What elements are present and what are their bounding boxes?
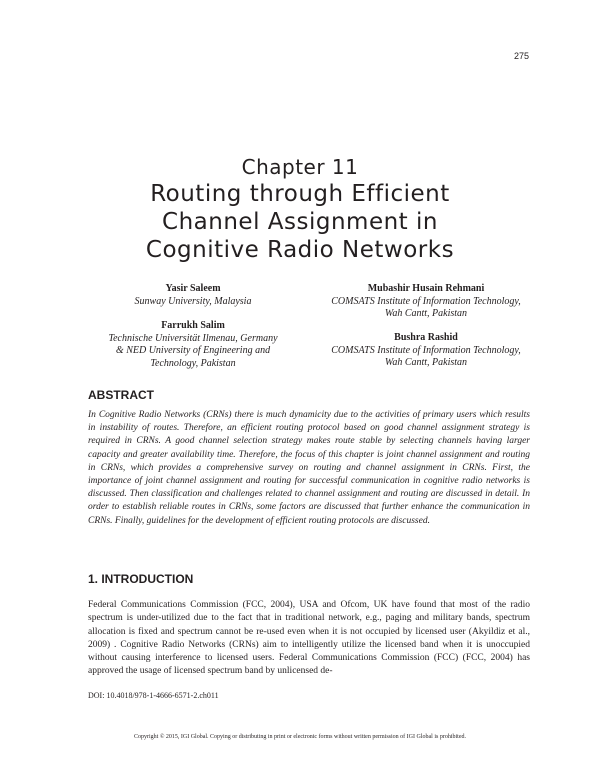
- chapter-title-line-3: Cognitive Radio Networks: [145, 237, 455, 263]
- chapter-title: [0, 180, 600, 264]
- author-affiliation: Wah Cantt, Pakistan: [384, 308, 468, 319]
- chapter-title-line-1: Routing through Efficient: [150, 181, 450, 207]
- doi: DOI: 10.4018/978-1-4666-6571-2.ch011: [88, 691, 219, 700]
- author-bushra-rashid: [305, 332, 547, 370]
- abstract-heading: ABSTRACT: [88, 388, 154, 402]
- introduction-text: Federal Communications Commission (FCC, 2004), USA and Ofcom, UK have found that most of the radio spectrum is under-utilized due to the fact that in traditional network, e.g., paging and military bands, spectrum allocation is fixed and spectrum cannot be re-used even when it is not occupied by licensed user (Akyildiz et al., 2009) . Cognitive Radio Networks (CRNs) aim to intelligently utilize the licensed band when it is unoccupied without causing interference to licensed users. Federal Communications Commission (FCC) (FCC, 2004) has approved the usage of licensed spectrum band by unlicensed de-: [88, 600, 530, 677]
- author-affiliation: Wah Cantt, Pakistan: [384, 357, 468, 368]
- author-affiliation: Sunway University, Malaysia: [134, 295, 252, 307]
- chapter-label: Chapter 11: [241, 155, 359, 179]
- author-name: Yasir Saleem: [165, 283, 221, 294]
- chapter-title-line-2: Channel Assignment in: [162, 209, 438, 235]
- author-mubashir-husain-rehmani: [305, 283, 547, 321]
- author-name: Farrukh Salim: [161, 320, 225, 331]
- author-name: Bushra Rashid: [394, 332, 458, 343]
- author-farrukh-salim: [88, 320, 298, 370]
- author-affiliation: & NED University of Engineering and: [115, 345, 271, 356]
- author-affiliation: Technology, Pakistan: [150, 357, 236, 369]
- author-name: Mubashir Husain Rehmani: [367, 283, 485, 294]
- abstract-text: In Cognitive Radio Networks (CRNs) there is much dynamicity due to the activities of primary users which results in instability of routes. Therefore, an efficient routing protocol based on good channel assignment strategy is required in CRNs. A good channel selection strategy makes route stable by selecting channels having larger capacity and greater availability time. Therefore, the focus of this chapter is joint channel assignment and routing in CRNs, which provides a comprehensive survey on routing and channel assignment in CRNs. First, the importance of joint channel assignment and routing for successful communication in cognitive radio networks is discussed. Then classification and challenges related to channel assignment and routing are discussed in detail. In order to establish reliable routes in CRNs, some factors are discussed that further enhance the communication in CRNs. Finally, guidelines for the development of efficient routing protocols are discussed.: [88, 410, 530, 526]
- author-affiliation: Technische Universität Ilmenau, Germany: [108, 332, 278, 344]
- author-affiliation: COMSATS Institute of Information Technology,: [331, 295, 521, 307]
- copyright-notice: Copyright © 2015, IGI Global. Copying or distributing in print or electronic forms without written permission of IGI Global is prohibited.: [133, 734, 466, 740]
- introduction-heading: 1. INTRODUCTION: [88, 572, 194, 586]
- author-affiliation: COMSATS Institute of Information Technology,: [331, 344, 521, 356]
- author-yasir-saleem: [88, 283, 298, 308]
- page-number: 275: [513, 51, 529, 61]
